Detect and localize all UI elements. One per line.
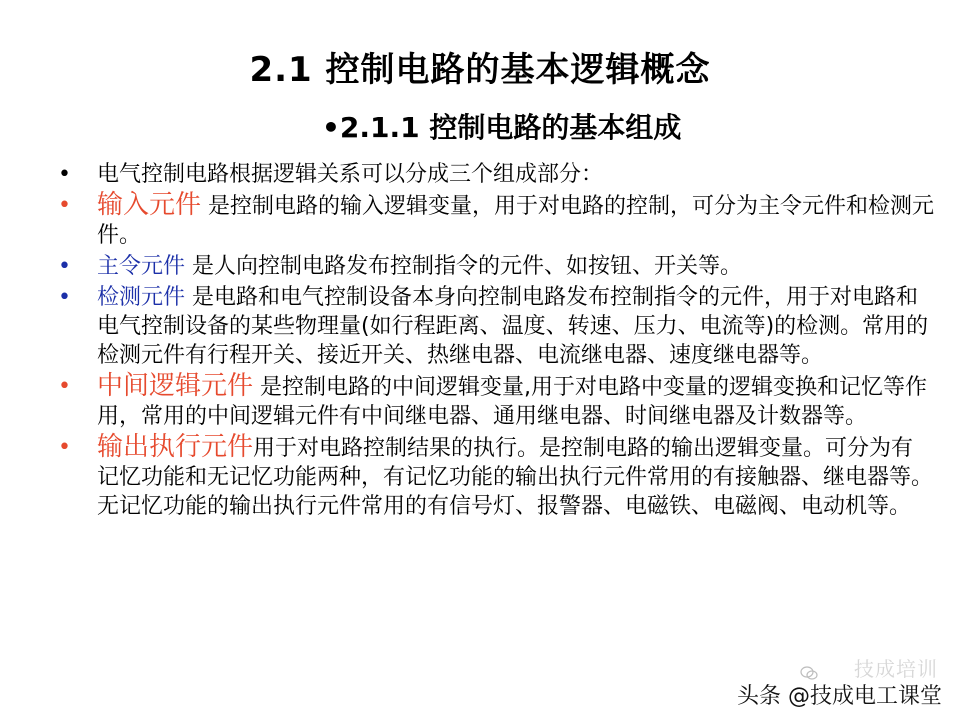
- term-detection-element: 检测元件: [97, 285, 186, 310]
- list-item-intermediate-logic-element: [55, 372, 935, 431]
- bullet-icon: •: [58, 435, 71, 460]
- item-text: 是控制电路的中间逻辑变量,用于对电路中变量的逻辑变换和记忆等作用，常用的中间逻辑元件有中间继电器、通用继电器、时间继电器及计数器等。: [97, 375, 928, 429]
- term-intermediate-logic-element: 中间逻辑元件: [97, 371, 254, 401]
- list-item-output-execution-element: [55, 433, 935, 521]
- list-item-input-element: [55, 191, 935, 250]
- term-input-element: 输入元件: [97, 190, 202, 220]
- slide-subtitle: •2.1.1 控制电路的基本组成: [322, 111, 682, 144]
- item-text: 电气控制电路根据逻辑关系可以分成三个组成部分：: [97, 162, 604, 187]
- item-text: 用于对电路控制结果的执行。是控制电路的输出逻辑变量。可分为有记忆功能和无记忆功能两种，有记忆功能的输出执行元件常用的有接触器、继电器等。无记忆功能的输出执行元件常用的有信号灯、报警器、电磁铁、电磁阀、电动机等。: [97, 436, 934, 519]
- item-text: 是控制电路的输入逻辑变量，用于对电路的控制，可分为主令元件和检测元件。: [97, 194, 935, 248]
- watermark-text: 头条 @技成电工课堂: [737, 684, 942, 709]
- bullet-icon: •: [58, 162, 71, 187]
- item-text: 是电路和电气控制设备本身向控制电路发布控制指令的元件，用于对电路和电气控制设备的某些物理量(如行程距离、温度、转速、压力、电流等)的检测。常用的检测元件有行程开关、接近开关、热继电器、电流继电器、速度继电器等。: [97, 285, 929, 368]
- term-command-element: 主令元件: [97, 254, 186, 279]
- wechat-icon: [800, 666, 818, 680]
- list-item-command-element: [55, 252, 935, 281]
- watermark-ghost-text: 技成培训: [854, 657, 938, 681]
- list-item-detection-element: [55, 283, 935, 370]
- list-item-intro: [55, 160, 935, 189]
- slide-title: 2.1 控制电路的基本逻辑概念: [249, 50, 711, 90]
- item-text: 是人向控制电路发布控制指令的元件、如按钮、开关等。: [185, 254, 743, 279]
- content-list: [55, 160, 935, 523]
- term-output-execution-element: 输出执行元件: [97, 432, 254, 462]
- bullet-icon: •: [58, 254, 71, 279]
- bullet-icon: •: [58, 193, 71, 218]
- bullet-icon: •: [58, 374, 71, 399]
- bullet-icon: •: [58, 285, 71, 310]
